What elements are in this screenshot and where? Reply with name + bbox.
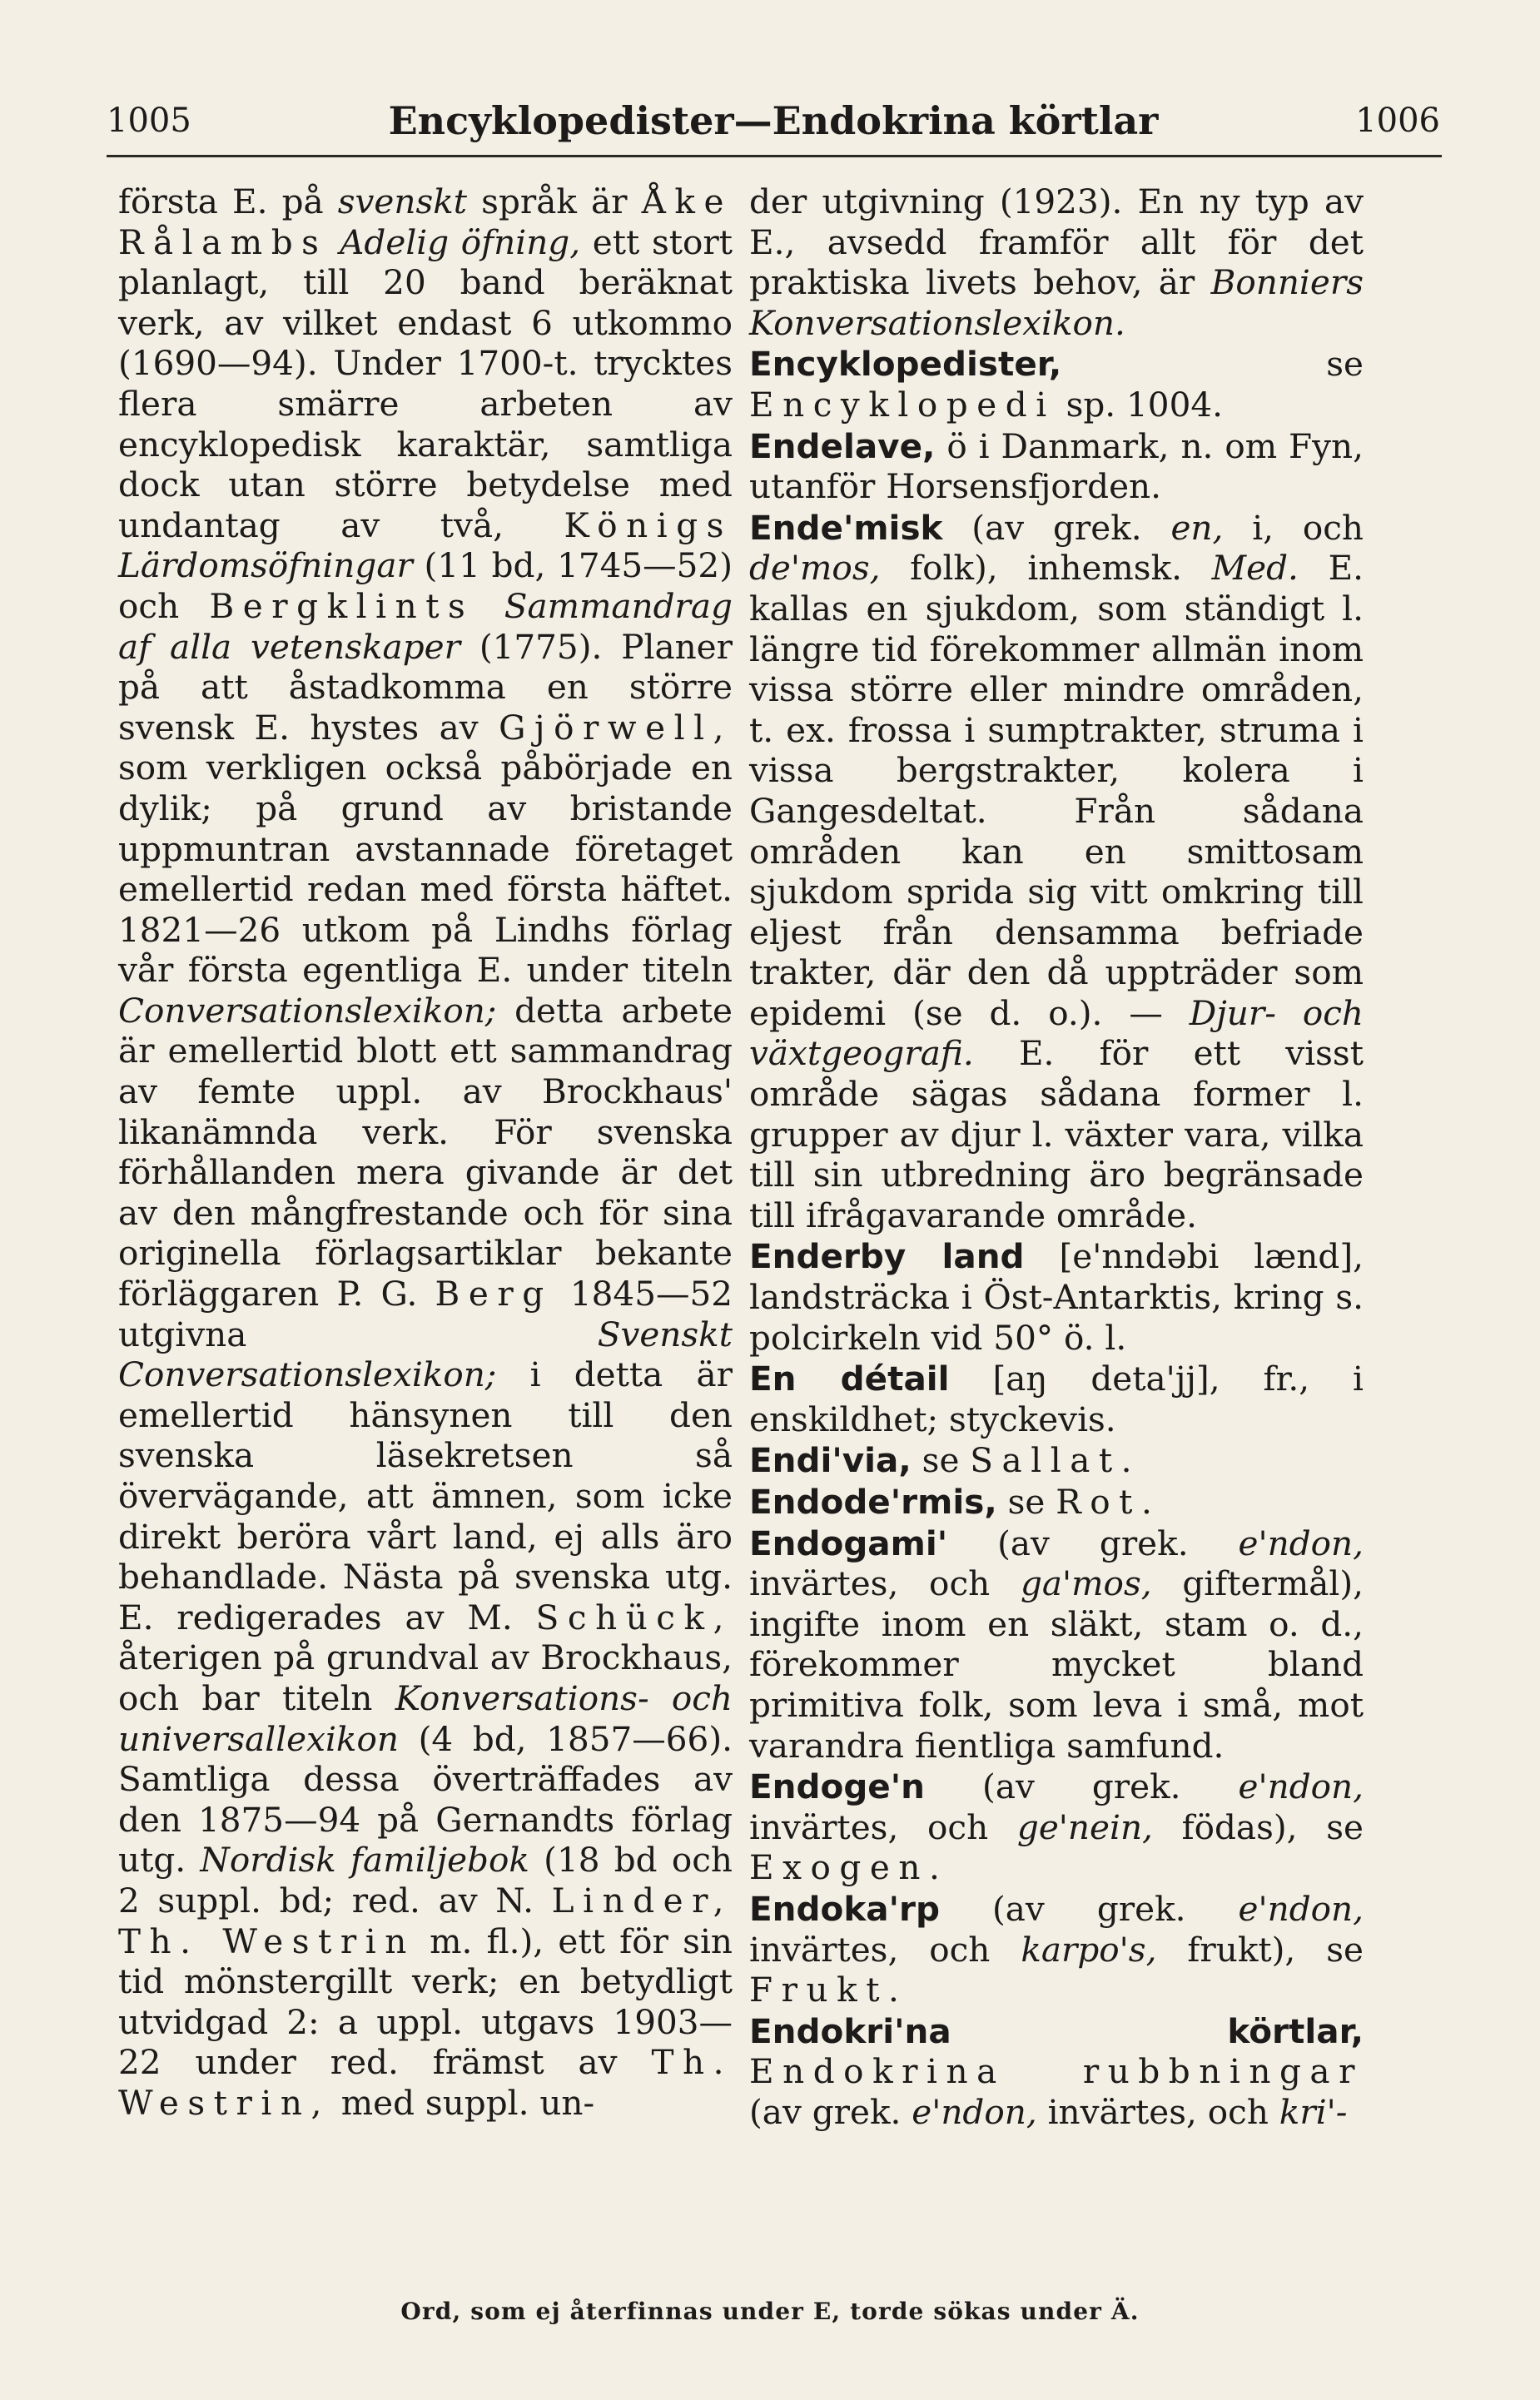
- spaced-name: Encyklopedi: [749, 384, 1056, 425]
- text-run: som verkligen också påbörjade en dylik; på grund av bristande uppmuntran avstannade företaget emellertid redan med första häftet. 1821—26 utkom på Lindhs förlag vår första egentliga E. under titeln: [118, 748, 733, 991]
- spaced-name: Th. Westrin: [118, 1920, 415, 1961]
- italic-run: Sammandrag af alla vetenskaper: [118, 585, 733, 667]
- italic-run: Nordisk familjebok: [200, 1840, 529, 1881]
- text-run: (av grek.: [749, 2091, 912, 2132]
- text-run: invärtes, och: [749, 1806, 1017, 1847]
- header-rule: [107, 155, 1442, 157]
- text-run: folk), inhemsk.: [880, 548, 1212, 589]
- text-run: sp. 1004.: [1055, 384, 1223, 425]
- text-run: invärtes, och: [1036, 2091, 1279, 2132]
- italic-run: e'ndon,: [912, 2091, 1037, 2132]
- text-run: (av grek.: [942, 507, 1171, 548]
- page-header: [107, 92, 1440, 150]
- spaced-name: Th. Westrin,: [118, 2042, 733, 2123]
- right-column-paragraph: [749, 1889, 1364, 2010]
- entry-headword: Endogami': [749, 1523, 948, 1563]
- entry-headword: Ende'misk: [749, 507, 943, 548]
- italic-run: e'ndon,: [1238, 1766, 1364, 1807]
- spaced-name: Bergklints: [209, 585, 474, 626]
- right-column: [749, 181, 1364, 2133]
- entry-headword: Encyklopedister,: [749, 344, 1062, 385]
- right-column-paragraph: [749, 2011, 1364, 2133]
- text-run: se: [996, 1482, 1056, 1522]
- right-column-paragraph: [749, 426, 1364, 507]
- italic-run: Adelig öfning,: [340, 221, 581, 262]
- page-number-right: 1006: [1355, 102, 1440, 140]
- spaced-name: Sallat.: [970, 1440, 1141, 1481]
- text-run: [328, 222, 340, 262]
- text-run: med suppl. un-: [330, 2082, 595, 2123]
- left-column: [118, 181, 733, 2124]
- text-run: [aŋ deta'jj], fr., i enskildhet; styckevis.: [749, 1359, 1364, 1439]
- text-run: första E. på: [118, 181, 338, 221]
- spaced-name: Endokrina rubbningar: [749, 2051, 1364, 2092]
- text-run: 1845—52 utgivna: [118, 1274, 733, 1354]
- text-run: detta arbete är emellertid blott ett sammandrag av femte uppl. av Brockhaus' likanämnda verk. För svenska förhållanden mera givande är det av den mångfrestande och för sina originella förlagsartiklar bekante förläggaren P. G.: [118, 990, 733, 1314]
- entry-headword: Endoge'n: [749, 1766, 926, 1807]
- italic-run: svenskt: [337, 181, 468, 221]
- entry-headword: Endokri'na körtlar,: [749, 2010, 1364, 2051]
- italic-run: karpo's,: [1021, 1929, 1157, 1970]
- text-run: födas), se: [1152, 1806, 1364, 1847]
- text-run: giftermål), ingifte inom en släkt, stam o. d., förekommer mycket bland primitiva folk, som leva i små, mot varandra fientliga samfund.: [749, 1563, 1364, 1766]
- right-column-paragraph: [749, 181, 1364, 343]
- running-title: Encyklopedister—Endokrina körtlar: [388, 98, 1159, 143]
- text-run: i, och: [1223, 507, 1364, 548]
- spaced-name: Gjörwell,: [499, 707, 733, 748]
- right-column-paragraph: [749, 344, 1364, 425]
- italic-run: ge'nein,: [1016, 1806, 1153, 1847]
- text-run: invärtes, och: [749, 1929, 1021, 1970]
- text-run: (av grek.: [947, 1523, 1239, 1563]
- italic-run: Conversationslexikon;: [118, 990, 497, 1031]
- right-column-paragraph: [749, 1440, 1364, 1481]
- spaced-name: Exogen.: [749, 1847, 949, 1888]
- right-column-paragraph: [749, 1236, 1364, 1358]
- text-run: språk är: [467, 181, 642, 221]
- text-run: se: [1061, 344, 1364, 385]
- entry-headword: Endoka'rp: [749, 1888, 940, 1929]
- italic-run: Bonniers Konversationslexikon.: [749, 262, 1364, 343]
- entry-headword: En détail: [749, 1359, 950, 1399]
- spaced-name: Rot.: [1056, 1482, 1161, 1522]
- footer-note: Ord, som ej återfinnas under E, torde sökas under Ä.: [400, 2298, 1140, 2325]
- text-run: E. för ett visst område sägas sådana former l. grupper av djur l. växter vara, vilka till sin utbredning äro begränsade till ifrågavarande område.: [749, 1033, 1364, 1235]
- entry-headword: Endi'via,: [749, 1440, 912, 1481]
- text-run: ett stort planlagt, till 20 band beräknat verk, av vilket endast 6 utkommo (1690—94). Under 1700-t. trycktes flera smärre arbeten av encyklopedisk karaktär, samtliga dock utan större betydelse med undantag av två,: [118, 221, 733, 545]
- italic-run: Djur- och växtgeografi.: [749, 992, 1364, 1074]
- italic-run: en,: [1170, 507, 1224, 548]
- italic-run: de'mos,: [749, 548, 881, 589]
- text-run: E. kallas en sjukdom, som ständigt l. längre tid förekommer allmän inom vissa större eller mindre områden, t. ex. frossa i sumptrakter, struma i vissa bergstrakter, kolera i Gangesdeltat. Från sådana områden kan en smittosam sjukdom sprida sig vitt omkring till eljest från densamma befriade trakter, där den då uppträder som epidemi (se d. o.). —: [749, 548, 1364, 1033]
- spaced-name: Königs: [564, 504, 733, 545]
- page-number-left: 1005: [107, 102, 191, 140]
- text-run: (av grek.: [925, 1766, 1239, 1807]
- right-column-paragraph: [749, 508, 1364, 1236]
- italic-run: e'ndon,: [1238, 1523, 1364, 1563]
- right-column-paragraph: [749, 1359, 1364, 1439]
- text-run: se: [911, 1440, 971, 1481]
- spaced-name: Linder,: [551, 1880, 733, 1920]
- spaced-name: Schück,: [535, 1597, 733, 1637]
- italic-run: Konversations- och universallexikon: [118, 1677, 733, 1759]
- text-run: (av grek.: [939, 1888, 1239, 1929]
- right-column-paragraph: [749, 1523, 1364, 1766]
- right-column-paragraph: [749, 1766, 1364, 1888]
- entry-headword: Endode'rmis,: [749, 1482, 997, 1522]
- right-column-paragraph: [749, 1482, 1364, 1523]
- text-run: (1775). Planer på att åstadkomma en större svensk E. hystes av: [118, 626, 733, 748]
- text-run: m. fl.), ett för sin tid mönstergillt verk; en betydligt utvidgad 2: a uppl. utgavs 1903—22 under red. främst av: [118, 1920, 733, 2083]
- italic-run: kri'-: [1279, 2091, 1348, 2132]
- entry-headword: Endelave,: [749, 425, 936, 466]
- italic-run: ga'mos,: [1020, 1563, 1152, 1604]
- text-run: [474, 586, 504, 626]
- left-column-paragraph: [118, 181, 733, 2124]
- entry-headword: Enderby land: [749, 1236, 1025, 1277]
- italic-run: Svenskt Conversationslexikon;: [118, 1314, 733, 1395]
- text-run: invärtes, och: [749, 1563, 1021, 1604]
- italic-run: Med.: [1211, 548, 1299, 589]
- text-run: (4 bd, 1857—66). Samtliga dessa överträffades av den 1875—94 på Gernandts förlag utg.: [118, 1718, 733, 1881]
- text-run: [e'nndəbi lænd], landsträcka i Öst-Antarktis, kring s. polcirkeln vid 50° ö. l.: [749, 1236, 1364, 1358]
- text-run: ö i Danmark, n. om Fyn, utanför Horsensfjorden.: [749, 425, 1364, 507]
- text-run: (18 bd och 2 suppl. bd; red. av N.: [118, 1840, 733, 1920]
- italic-run: Lärdomsöfningar: [118, 545, 413, 586]
- spaced-name: Åke Rålambs: [118, 181, 733, 262]
- spaced-name: Frukt.: [749, 1970, 908, 2010]
- text-run: (11 bd, 1745—52) och: [118, 545, 733, 626]
- spaced-name: Berg: [435, 1274, 553, 1314]
- text-run: frukt), se: [1156, 1929, 1364, 1970]
- text-run: i detta är emellertid hänsynen till den svenska läsekretsen så övervägande, att ämnen, som icke direkt beröra vårt land, ej alls äro behandlade. Nästa på svenska utg. E. redigerades av M.: [118, 1354, 733, 1637]
- italic-run: e'ndon,: [1238, 1888, 1364, 1929]
- text-run: återigen på grundval av Brockhaus, och bar titeln: [118, 1637, 733, 1718]
- text-run: der utgivning (1923). En ny typ av E., avsedd framför allt för det praktiska livets behov, är: [749, 181, 1364, 303]
